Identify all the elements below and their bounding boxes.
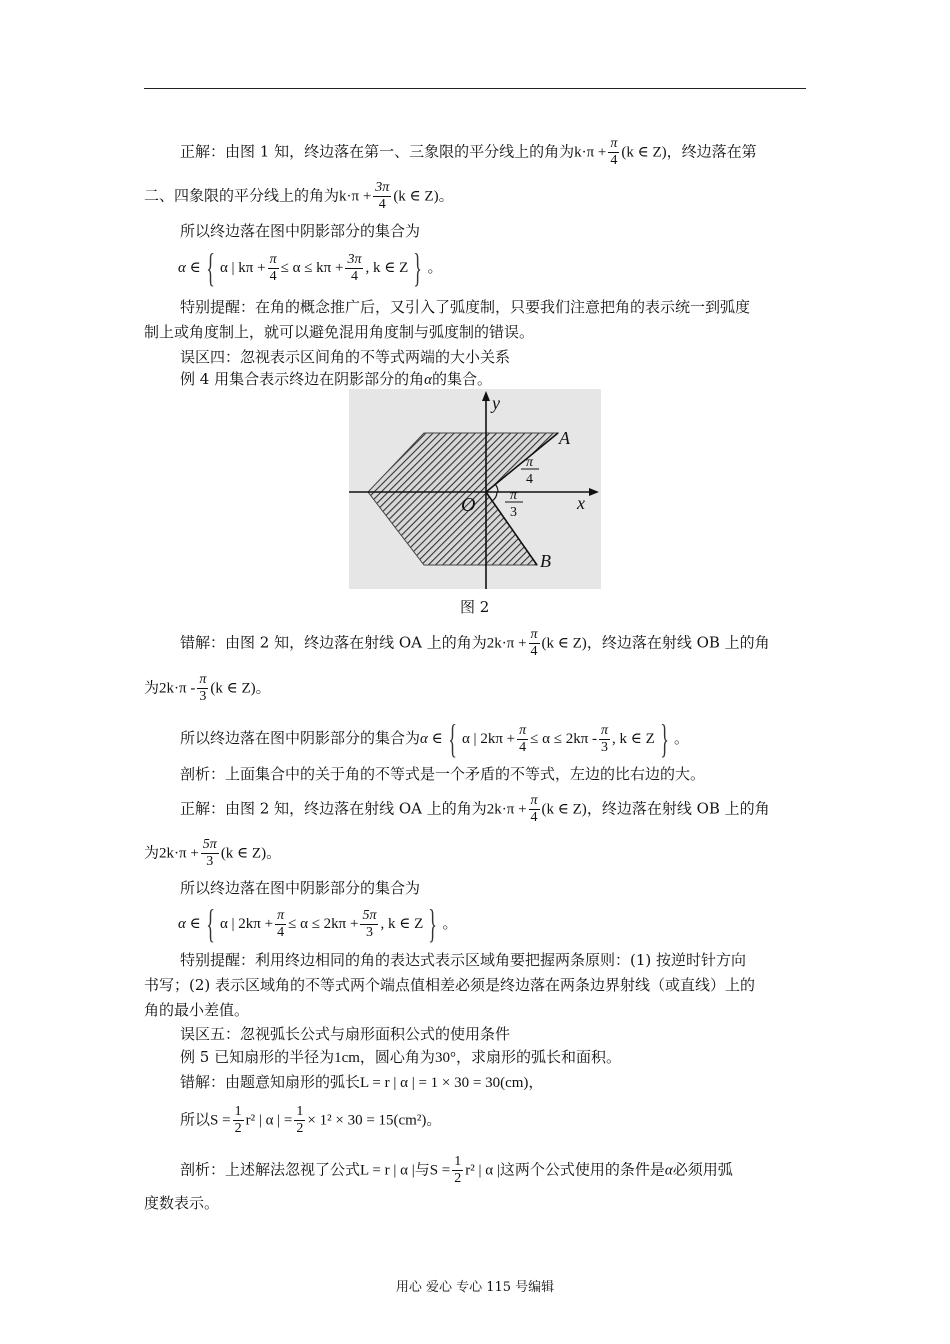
text: 。 [438, 186, 454, 205]
math-expr: × 1² × 30 = 15(cm²) [307, 1112, 427, 1129]
right-set-expression: α ∈ { α | 2kπ + $\frac{\pi}{4}$ ≤ α ≤ 2kπ + $\frac{5\pi}{3}$ , k ∈ Z } 。 [178, 901, 458, 946]
math-condition: (k ∈ Z) [541, 801, 587, 818]
angle-arc-ob [492, 492, 497, 501]
fraction: $\frac{1}{2}$ [454, 1154, 462, 1186]
fraction: $\frac{\pi}{4}$ [519, 722, 527, 755]
analysis-4: 剖析：上面集合中的关于角的不等式是一个矛盾的不等式，左边的比右边的大。 [180, 765, 706, 783]
zone5-title: 误区五：忽视弧长公式与扇形面积公式的使用条件 [180, 1025, 511, 1043]
correct-solution-4-line2: 为2k·π + $\frac{5\pi}{3}$ (k ∈ Z)。 [144, 837, 282, 869]
tip1-line1: 特别提醒：在角的概念推广后，又引入了弧度制，只要我们注意把角的表示统一到弧度 [180, 298, 751, 316]
pi4-numerator: π [526, 455, 534, 470]
example-4: 例 4 用集合表示终边在阴影部分的角α的集合。 [180, 370, 492, 388]
math-expr: S = [429, 1162, 451, 1179]
math-expr: ≤ α ≤ 2kπ - [530, 731, 598, 747]
analysis-5: 剖析：上述解法忽视了公式L = r | α |与S = $\frac{1}{2}$ r² | α |这两个公式使用的条件是α必须用弧 [180, 1154, 733, 1186]
tip1-line2: 制上或角度制上，就可以避免混用角度制与弧度制的错误。 [144, 323, 535, 341]
right-brace: } [413, 245, 423, 290]
right-brace: } [428, 901, 438, 946]
fraction: $\frac{\pi}{4}$ [277, 907, 285, 940]
text: 二、四象限的平分线上的角为 [144, 186, 340, 205]
text: 正解：由图 1 知，终边落在第一、三象限的平分线上的角为 [180, 142, 575, 161]
math-condition: (k ∈ Z) [393, 188, 439, 205]
math-expr: ≤ α ≤ 2kπ + [288, 916, 359, 932]
math-expr: 2k·π + [486, 801, 527, 818]
origin-label: O [461, 494, 476, 516]
math-expr: 2k·π - [159, 680, 196, 697]
left-brace: { [448, 716, 457, 761]
figure-caption: 图 2 [460, 598, 490, 616]
x-label: x [577, 493, 585, 513]
fraction: $\frac{\pi}{4}$ [610, 136, 618, 168]
fraction: $\frac{3\pi}{4}$ [347, 251, 362, 284]
paragraph-correct-solution-1 [180, 136, 757, 169]
tip2-line3: 角的最小差值。 [144, 1001, 250, 1019]
left-brace: { [206, 901, 215, 946]
alpha-symbol: α [424, 372, 432, 388]
math-expr: 2k·π + [486, 635, 527, 652]
math-expr: r² | α | [465, 1162, 500, 1179]
math-expr: r² | α | = [245, 1112, 293, 1129]
wrong-solution-5: 错解：由题意知扇形的弧长L = r | α | = 1 × 30 = 30(cm)， [180, 1073, 544, 1091]
tip2-line2: 书写；(2) 表示区域角的不等式两个端点值相差必须是终边落在两条边界射线（或直线）上的 [144, 976, 756, 994]
radius-value: 1cm [334, 1050, 360, 1066]
wrong-set: 所以终边落在图中阴影部分的集合为α ∈ { α | 2kπ + $\frac{\pi}{4}$ ≤ α ≤ 2kπ - $\frac{\pi}{3}$ , k ∈ Z } 。 [180, 716, 690, 761]
math-expr: k·π + [574, 144, 607, 161]
math-condition: (k ∈ Z) [210, 680, 256, 697]
fraction: $\frac{\pi}{3}$ [601, 722, 609, 755]
fraction: $\frac{5\pi}{3}$ [362, 907, 377, 940]
alpha-symbol: α [664, 1162, 673, 1179]
fraction: $\frac{\pi}{4}$ [530, 627, 538, 659]
tip2-line1: 特别提醒：利用终边相同的角的表达式表示区域角要把握两条原则：(1) 按逆时针方向 [180, 951, 747, 969]
paragraph-correct-solution-1-line2 [144, 180, 454, 213]
math-expr: α | kπ + [219, 260, 266, 276]
math-expr: L = r | α | [360, 1162, 415, 1179]
math-expr: α | 2kπ + [219, 916, 274, 932]
pi3-denominator: 3 [510, 505, 517, 520]
analysis-5-line2: 度数表示。 [144, 1194, 220, 1212]
math-expr: α ∈ [420, 731, 443, 747]
text: 。 [427, 258, 443, 276]
math-expr: α ∈ [178, 916, 201, 932]
angle-value: 30° [434, 1050, 456, 1066]
math-expr: L = r | α | = 1 × 30 = 30(cm) [360, 1075, 529, 1091]
figure-2 [349, 389, 601, 589]
fraction: $\frac{1}{2}$ [296, 1104, 304, 1136]
set-intro-1: 所以终边落在图中阴影部分的集合为 [180, 222, 421, 240]
fraction: $\frac{1}{2}$ [234, 1104, 242, 1136]
right-set-intro: 所以终边落在图中阴影部分的集合为 [180, 879, 421, 897]
fraction: $\frac{\pi}{4}$ [269, 251, 277, 284]
math-expr: 2k·π + [159, 845, 199, 862]
math-expr: S = [210, 1112, 231, 1129]
angle-arc-oa [495, 484, 498, 492]
right-brace: } [660, 716, 669, 761]
left-brace: { [206, 245, 215, 290]
pi4-denominator: 4 [526, 472, 533, 487]
math-expr: , k ∈ Z [365, 260, 409, 276]
area-formula: 所以S = $\frac{1}{2}$ r² | α | = $\frac{1}{2}$ × 1² × 30 = 15(cm²)。 [180, 1104, 442, 1136]
math-condition: (k ∈ Z) [621, 144, 667, 161]
zone4-title: 误区四：忽视表示区间角的不等式两端的大小关系 [180, 348, 511, 366]
math-condition: (k ∈ Z) [541, 635, 587, 652]
point-a-label: A [559, 428, 570, 448]
fraction: $\frac{3\pi}{4}$ [375, 180, 390, 212]
fraction: $\frac{\pi}{3}$ [199, 672, 207, 704]
point-b-label: B [540, 551, 551, 571]
page-footer: 用心 爱心 专心 115 号编辑 [395, 1280, 555, 1295]
x-arrow-icon [589, 488, 599, 496]
math-expr: , k ∈ Z [380, 916, 424, 932]
fraction: $\frac{5\pi}{3}$ [202, 837, 217, 869]
math-condition: (k ∈ Z) [220, 845, 267, 862]
pi3-numerator: π [510, 488, 518, 503]
math-expr: , k ∈ Z [612, 731, 655, 747]
math-expr: k·π + [339, 188, 372, 205]
correct-solution-4: 正解：由图 2 知，终边落在射线 OA 上的角为2k·π + $\frac{\pi}{4}$ (k ∈ Z)，终边落在射线 OB 上的角 [180, 793, 770, 825]
fraction: $\frac{\pi}{4}$ [530, 793, 538, 825]
header-rule [144, 88, 806, 89]
example-5: 例 5 已知扇形的半径为1cm，圆心角为30°，求扇形的弧长和面积。 [180, 1048, 621, 1066]
y-arrow-icon [482, 391, 490, 401]
text: ，终边落在第 [666, 142, 757, 161]
math-expr: α ∈ [178, 260, 201, 276]
math-expr: α | 2kπ + [461, 731, 516, 747]
figure-2-diagram [349, 389, 601, 589]
wrong-solution-4: 错解：由图 2 知，终边落在射线 OA 上的角为2k·π + $\frac{\pi}{4}$ (k ∈ Z)，终边落在射线 OB 上的角 [180, 627, 770, 659]
y-label: y [492, 393, 500, 413]
math-expr: ≤ α ≤ kπ + [280, 260, 344, 276]
set-expression-1 [178, 245, 443, 290]
wrong-solution-4-line2: 为2k·π - $\frac{\pi}{3}$ (k ∈ Z)。 [144, 672, 271, 704]
